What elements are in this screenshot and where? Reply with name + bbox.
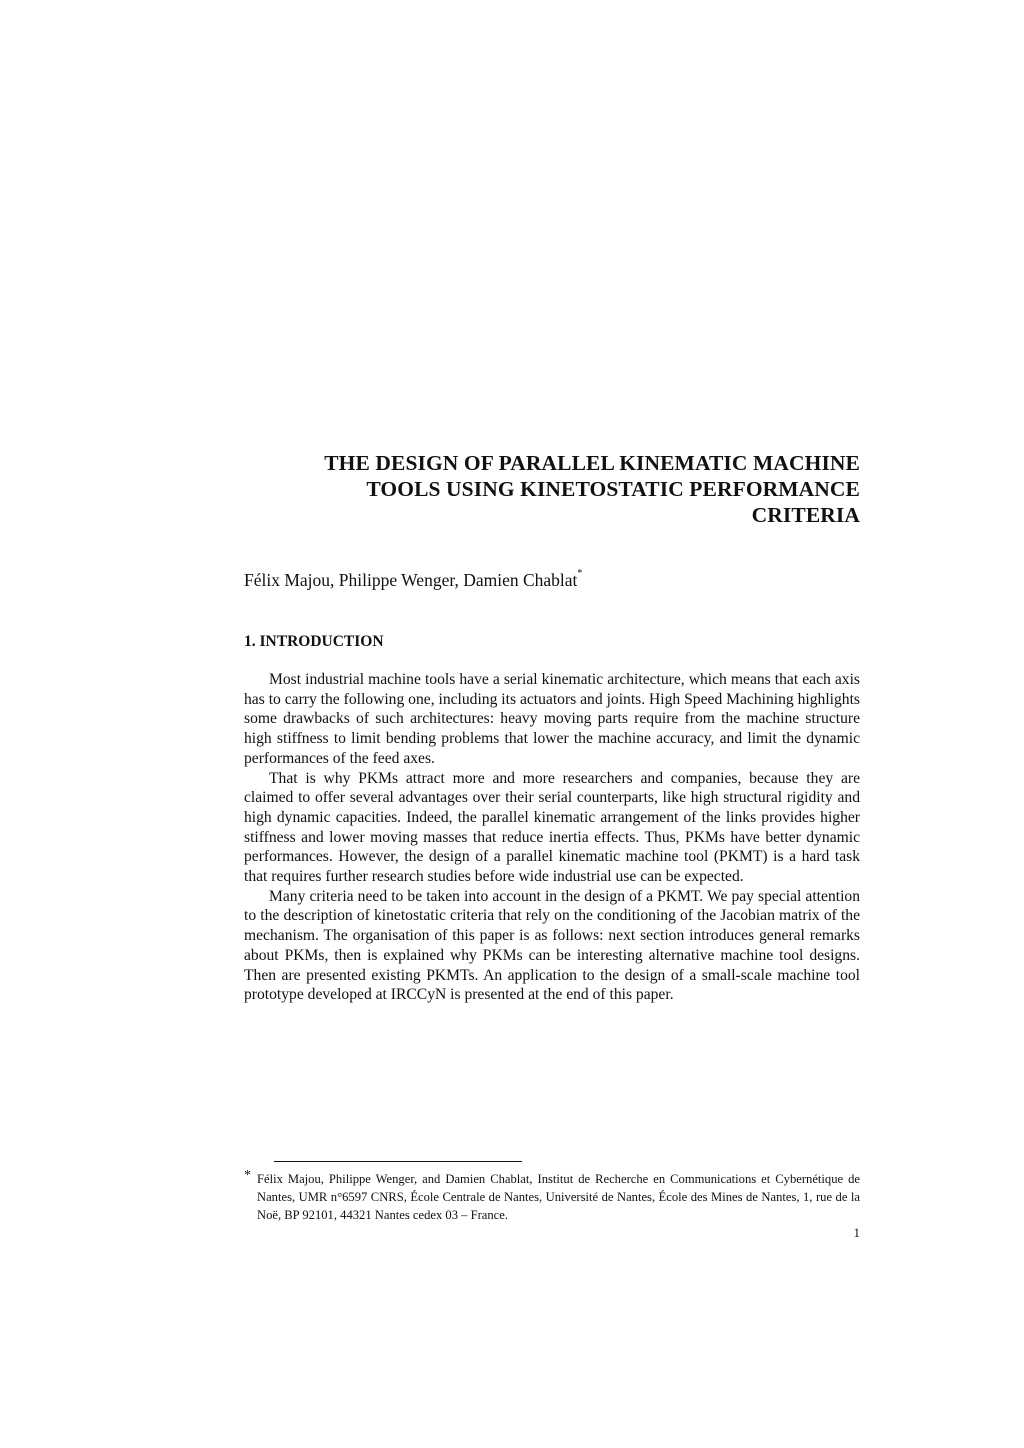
- author-names: Félix Majou, Philippe Wenger, Damien Chablat: [244, 570, 578, 590]
- title-line: TOOLS USING KINETOSTATIC PERFORMANCE: [366, 477, 860, 501]
- footnote-marker: *: [244, 1168, 251, 1183]
- author-footnote-marker: *: [577, 568, 583, 580]
- section-heading: 1. INTRODUCTION: [244, 633, 384, 650]
- introduction-body: [244, 670, 860, 1005]
- paper-title: [244, 450, 860, 528]
- title-line: THE DESIGN OF PARALLEL KINEMATIC MACHINE: [324, 451, 860, 475]
- author-list: [244, 568, 582, 592]
- footnote-text: Félix Majou, Philippe Wenger, and Damien Chablat, Institut de Recherche en Communications et Cybernétique de Nantes, UMR n°6597 CNRS, École Centrale de Nantes, Université de Nantes, École des Mines de Nantes, 1, rue de la Noë, BP 92101, 44321 Nantes cedex 03 – France.: [257, 1172, 860, 1222]
- page-number: 1: [853, 1225, 860, 1240]
- paragraph: That is why PKMs attract more and more researchers and companies, because they are claimed to offer several advantages over their serial counterparts, like high structural rigidity and high dynamic capacities. Indeed, the parallel kinematic arrangement of the links provides higher stiffness and lower moving masses that reduce inertia effects. Thus, PKMs have better dynamic performances. However, the design of a parallel kinematic machine tool (PKMT) is a hard task that requires further research studies before wide industrial use can be expected.: [244, 769, 860, 886]
- paragraph: Many criteria need to be taken into account in the design of a PKMT. We pay special attention to the description of kinetostatic criteria that rely on the conditioning of the Jacobian matrix of the mechanism. The organisation of this paper is as follows: next section introduces general remarks about PKMs, then is explained why PKMs can be interesting alternative machine tool designs. Then are presented existing PKMTs. An application to the design of a small-scale machine tool prototype developed at IRCCyN is presented at the end of this paper.: [244, 887, 860, 1004]
- footnote-divider: [274, 1161, 522, 1162]
- footnote: [244, 1170, 860, 1224]
- title-line: CRITERIA: [751, 503, 860, 527]
- paragraph: Most industrial machine tools have a serial kinematic architecture, which means that each axis has to carry the following one, including its actuators and joints. High Speed Machining highlights some drawbacks of such architectures: heavy moving parts require from the machine structure high stiffness to limit bending problems that lower the machine accuracy, and limit the dynamic performances of the feed axes.: [244, 671, 860, 767]
